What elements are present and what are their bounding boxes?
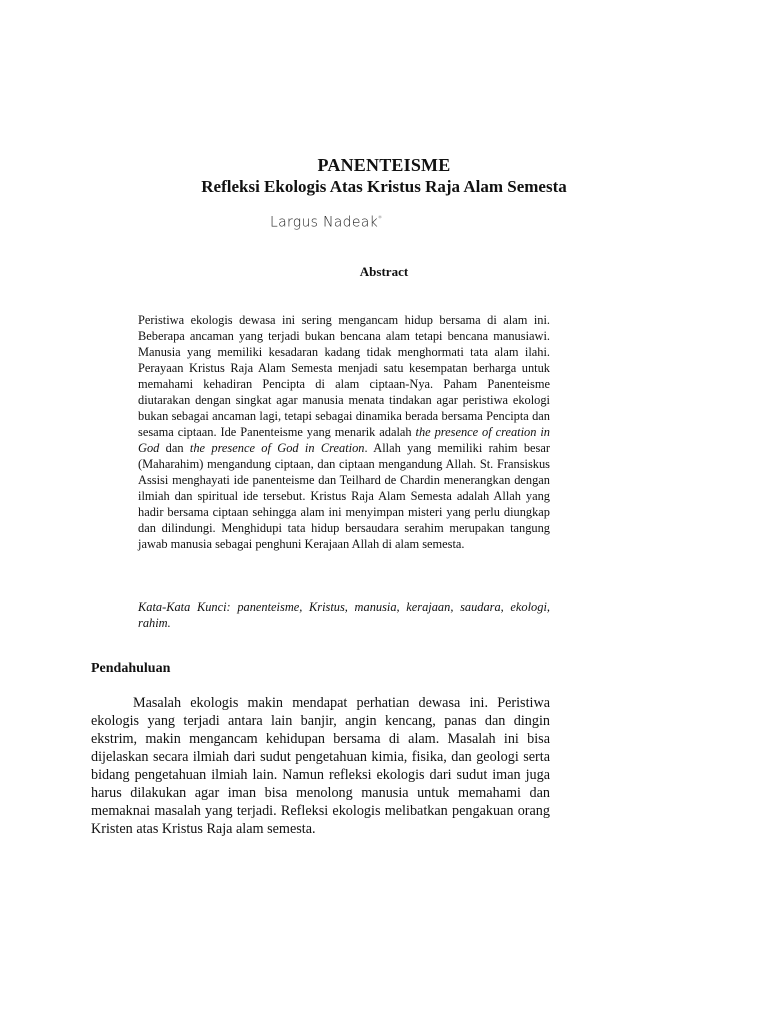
document-title: PANENTEISME	[317, 155, 451, 175]
author-footnote-mark: *	[378, 214, 383, 223]
abstract-italic-2: the presence of God in Creation	[189, 441, 365, 455]
abstract-paragraph	[138, 312, 550, 552]
author-name: Largus Nadeak	[270, 214, 379, 231]
abstract-heading: Abstract	[359, 264, 409, 279]
keywords-list: panenteisme, Kristus, manusia, kerajaan, saudara, ekologi, rahim.	[138, 600, 550, 630]
document-subtitle: Refleksi Ekologis Atas Kristus Raja Alam Semesta	[201, 177, 567, 196]
section-body	[91, 694, 550, 838]
abstract-body	[138, 312, 550, 552]
section-paragraph: Masalah ekologis makin mendapat perhatian dewasa ini. Peristiwa ekologis yang terjadi antara lain banjir, angin kencang, panas dan dingin ekstrim, makin mengancam kehidupan bersama di alam. Masalah ini bisa dijelaskan secara ilmiah dari sudut pengetahuan kimia, fisika, dan geologi serta bidang pengetahuan ilmiah lain. Namun refleksi ekologis dari sudut iman juga harus dilakukan agar iman bisa menolong manusia untuk memahami dan memaknai masalah yang terjadi. Refleksi ekologis melibatkan pengakuan orang Kristen atas Kristus Raja alam semesta.	[91, 695, 550, 837]
abstract-text-3: . Allah yang memiliki rahim besar (Maharahim) mengandung ciptaan, dan ciptaan mengandung Allah. St. Fransiskus Assisi menghayati ide panenteisme dan Teilhard de Chardin menerangkan dengan ilmiah dan spiritual ide tersebut. Kristus Raja Alam Semesta adalah Allah yang hadir bersama ciptaan sehingga alam ini menyimpan misteri yang perlu diungkap dan dilindungi. Menghidupi tata hidup bersaudara serahim merupakan tangung jawab manusia sebagai penghuni Kerajaan Allah di alam semesta.	[138, 441, 550, 551]
author-line	[270, 214, 382, 231]
keywords-line	[138, 599, 550, 631]
abstract-italic-1: the presence of creation in God	[138, 425, 550, 455]
abstract-text-1: Peristiwa ekologis dewasa ini sering mengancam hidup bersama di alam ini. Beberapa ancaman yang terjadi bukan bencana alam tetapi bencana manusiawi. Manusia yang memiliki kesadaran kadang tidak menghormati tata alam ilahi. Perayaan Kristus Raja Alam Semesta menjadi satu kesempatan berharga untuk memahami kehadiran Pencipta di alam ciptaan-Nya. Paham Panenteisme diutarakan dengan singkat agar manusia menata tindakan agar peristiwa ekologi bukan sebagai ancaman lagi, tetapi sebagai dinamika berada bersama Pencipta dan sesama ciptaan. Ide Panenteisme yang menarik adalah	[138, 313, 550, 439]
section-heading: Pendahuluan	[91, 661, 171, 676]
abstract-text-2: dan	[159, 441, 190, 455]
keywords-label: Kata-Kata Kunci:	[138, 600, 231, 614]
